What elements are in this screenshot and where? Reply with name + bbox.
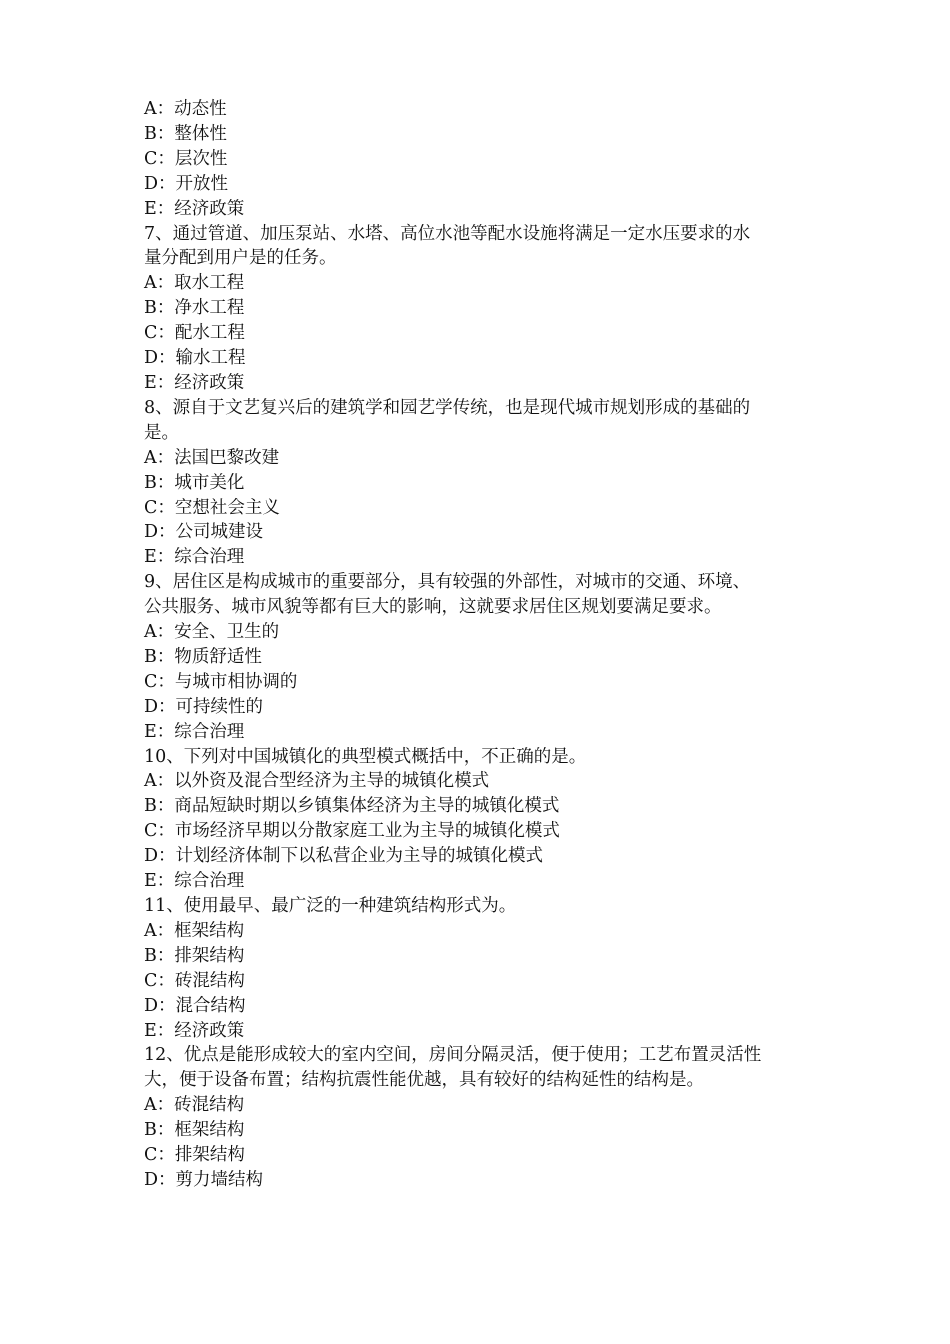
question-10 <box>144 745 824 894</box>
option-d: D：可持续性的 <box>144 696 264 717</box>
question-12 <box>144 1043 824 1192</box>
option-c: C：砖混结构 <box>144 970 245 991</box>
option-b: B：物质舒适性 <box>144 646 262 667</box>
question-stem: 10、下列对中国城镇化的典型模式概括中，不正确的是。 <box>144 746 587 767</box>
question-stem: 7、通过管道、加压泵站、水塔、高位水池等配水设施将满足一定水压要求的水 <box>144 223 751 244</box>
option-d: D：开放性 <box>144 173 229 194</box>
option-a: A：法国巴黎改建 <box>144 447 280 468</box>
option-d: D：计划经济体制下以私营企业为主导的城镇化模式 <box>144 846 544 867</box>
option-c: C：配水工程 <box>144 323 245 344</box>
question-stem: 8、源自于文艺复兴后的建筑学和园艺学传统，也是现代城市规划形成的基础的 <box>144 397 751 418</box>
option-d: D：公司城建设 <box>144 522 264 543</box>
option-a: A：取水工程 <box>144 273 245 294</box>
option-d: D：剪力墙结构 <box>144 1169 264 1190</box>
question-stem: 是。 <box>144 422 179 443</box>
option-b: B：排架结构 <box>144 945 245 966</box>
option-e: E：经济政策 <box>144 1020 245 1041</box>
question-stem: 大，便于设备布置；结构抗震性能优越，具有较好的结构延性的结构是。 <box>144 1070 704 1091</box>
option-e: E：综合治理 <box>144 547 245 568</box>
question-9 <box>144 570 824 744</box>
option-a: A：以外资及混合型经济为主导的城镇化模式 <box>144 771 490 792</box>
question-stem: 11、使用最早、最广泛的一种建筑结构形式为。 <box>144 896 517 916</box>
option-b: B：框架结构 <box>144 1120 245 1141</box>
option-c: C：排架结构 <box>144 1145 245 1166</box>
option-a: A：砖混结构 <box>144 1095 245 1116</box>
option-b: B：商品短缺时期以乡镇集体经济为主导的城镇化模式 <box>144 796 560 817</box>
option-e: E：经济政策 <box>144 372 245 393</box>
question-8 <box>144 396 824 570</box>
option-c: C：与城市相协调的 <box>144 671 298 692</box>
question-stem: 公共服务、城市风貌等都有巨大的影响，这就要求居住区规划要满足要求。 <box>144 597 722 618</box>
option-a: A：动态性 <box>144 99 227 119</box>
question-7 <box>144 222 824 396</box>
question-stem: 9、居住区是构成城市的重要部分，具有较强的外部性，对城市的交通、环境、 <box>144 572 751 593</box>
option-e: E：综合治理 <box>144 721 245 742</box>
option-b: B：整体性 <box>144 123 227 144</box>
option-c: C：层次性 <box>144 148 228 169</box>
option-d: D：混合结构 <box>144 995 246 1016</box>
option-e: E：综合治理 <box>144 871 245 892</box>
option-b: B：城市美化 <box>144 472 245 493</box>
question-11 <box>144 894 824 1043</box>
option-c: C：市场经济早期以分散家庭工业为主导的城镇化模式 <box>144 821 560 842</box>
option-d: D：输水工程 <box>144 348 246 369</box>
option-a: A：框架结构 <box>144 920 245 941</box>
question-stem: 量分配到用户是的任务。 <box>144 248 337 269</box>
option-a: A：安全、卫生的 <box>144 622 280 643</box>
lead-options <box>144 97 824 222</box>
option-e: E：经济政策 <box>144 198 245 219</box>
option-c: C：空想社会主义 <box>144 497 280 518</box>
document-body <box>144 97 824 1193</box>
option-b: B：净水工程 <box>144 298 245 319</box>
question-stem: 12、优点是能形成较大的室内空间，房间分隔灵活，便于使用；工艺布置灵活性 <box>144 1045 762 1066</box>
